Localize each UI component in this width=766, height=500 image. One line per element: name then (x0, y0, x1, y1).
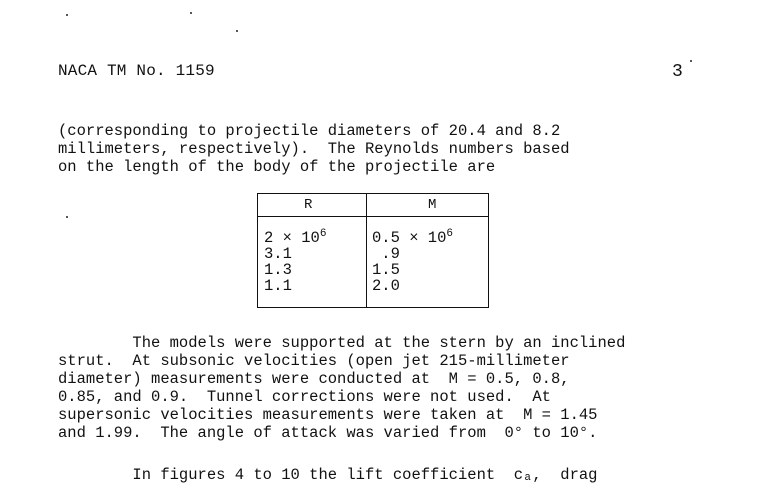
table-column-r (264, 227, 327, 295)
table-column-divider (366, 194, 367, 307)
table-cell-m-4: 2.0 (372, 277, 400, 295)
table-cell-m-2: .9 (372, 245, 400, 263)
table-header-m: M (428, 197, 437, 213)
models-paragraph: The models were supported at the stern by an inclined strut. At subsonic velocities (open jet 215-millimeter diameter) measurements were conducted at M = 0.5, 0.8, 0.85, and 0.9. Tunnel corrections were not used. At supersonic velocities measurements were taken at M = 1.45 and 1.99. The angle of attack was varied from 0° to 10°. (58, 334, 626, 442)
page-number: 3 (672, 62, 683, 82)
figures-paragraph: In figures 4 to 10 the lift coefficient cₐ, drag (58, 466, 598, 484)
scan-speck (66, 14, 68, 16)
scan-speck (190, 12, 192, 14)
table-cell-r-2: 3.1 (264, 245, 292, 263)
table-cell-m-3: 1.5 (372, 261, 400, 279)
table-cell-r-1: $2 \times 10^6$ (264, 227, 327, 247)
table-cell-m-1: $0.5 \times 10^6$ (372, 227, 454, 247)
scan-speck (690, 60, 692, 62)
document-header: NACA TM No. 1159 (58, 62, 215, 80)
table-cell-r-4: 1.1 (264, 277, 292, 295)
table-header-divider (258, 216, 488, 217)
scan-speck (236, 30, 238, 32)
table-cell-r-3: 1.3 (264, 261, 292, 279)
reynolds-mach-table (257, 193, 489, 308)
table-column-m (372, 227, 454, 295)
scan-speck (66, 216, 68, 218)
table-header-r: R (304, 197, 313, 213)
intro-paragraph: (corresponding to projectile diameters of 20.4 and 8.2 millimeters, respectively). The Reynolds numbers based on the length of the body of the projectile are (58, 122, 570, 176)
